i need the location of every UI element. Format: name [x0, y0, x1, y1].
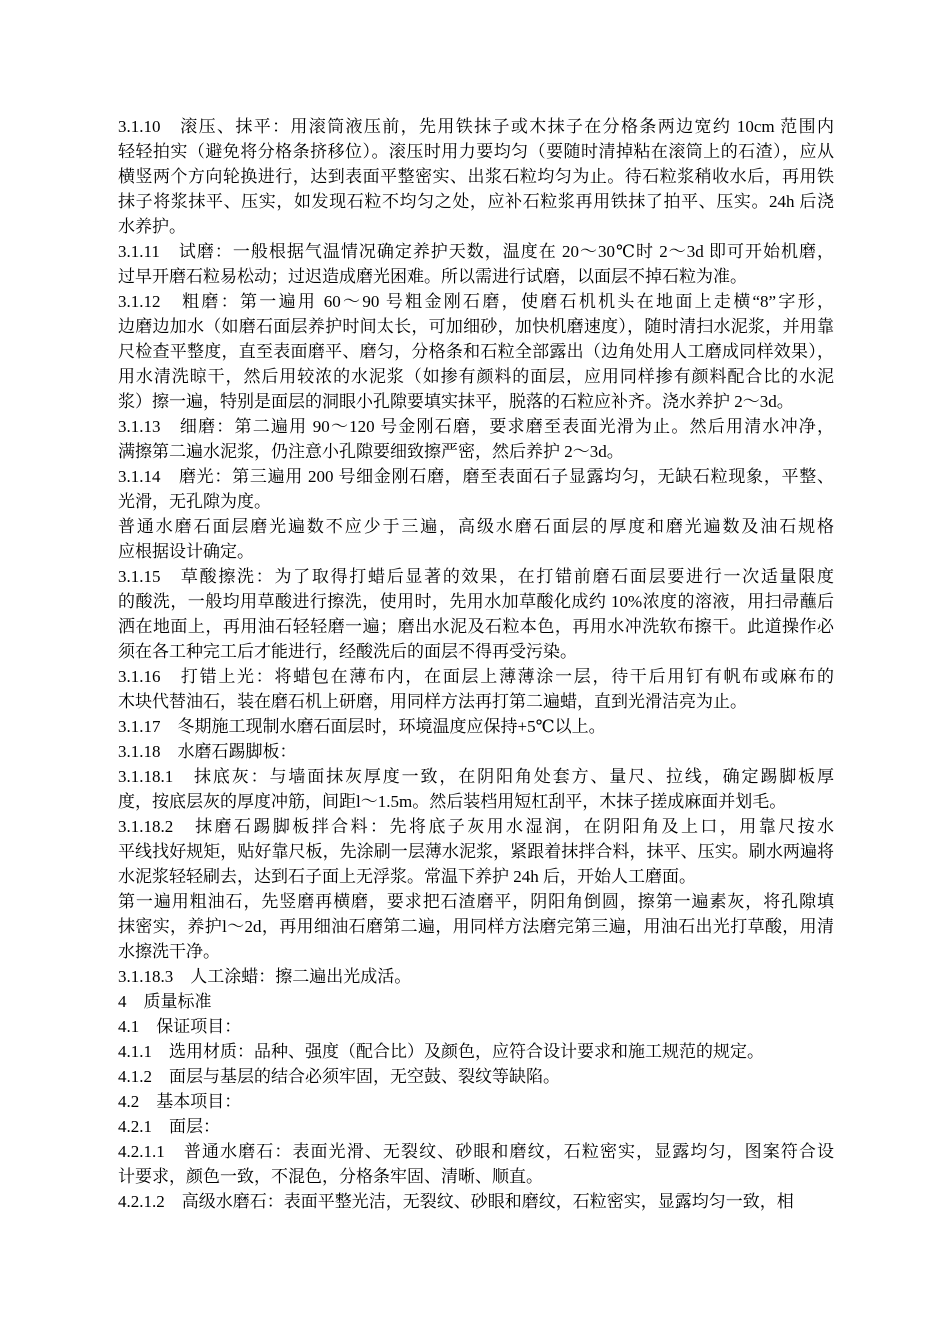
- text-line: 应根据设计确定。: [118, 542, 254, 561]
- text-line: 满擦第二遍水泥浆，仍注意小孔隙要细致擦严密，然后养护 2～3d。: [118, 442, 624, 461]
- text-line: 抹子将浆抹平、压实，如发现石粒不均匀之处，应补石粒浆再用铁抹了拍平、压实。24h 后浇: [118, 192, 834, 211]
- text-line: 3.1.16 打错上光：将蜡包在薄布内，在面层上薄薄涂一层，待干后用钉有帆布或麻布的: [118, 667, 834, 686]
- text-line: 3.1.15 草酸擦洗：为了取得打蜡后显著的效果，在打错前磨石面层要进行一次适量限度: [118, 567, 834, 586]
- text-line: 横竖两个方向轮换进行，达到表面平整密实、出浆石粒均匀为止。待石粒浆稍收水后，再用铁: [118, 167, 834, 186]
- text-line: 4.2.1.2 高级水磨石：表面平整光洁，无裂纹、砂眼和磨纹，石粒密实，显露均匀一致，相: [118, 1192, 794, 1211]
- text-line: 4.2 基本项目：: [118, 1092, 242, 1111]
- text-line: 平线找好规矩，贴好靠尺板，先涂刷一层薄水泥浆，紧跟着抹拌合料，抹平、压实。刷水两遍将: [118, 842, 834, 861]
- heading-text: 4 质量标准: [118, 992, 212, 1011]
- text-line: 计要求，颜色一致，不混色，分格条牢固、清晰、顺直。: [118, 1167, 543, 1186]
- text-line: 4.1.2 面层与基层的结合必须牢固，无空鼓、裂纹等缺陷。: [118, 1067, 560, 1086]
- text-line: 4.2.1.1 普通水磨石：表面光滑、无裂纹、砂眼和磨纹，石粒密实，显露均匀，图案符合设: [118, 1142, 834, 1161]
- text-line: 3.1.11 试磨：一般根据气温情况确定养护天数，温度在 20～30℃时 2～3d 即可开始机磨，: [118, 242, 834, 261]
- text-line: 边磨边加水（如磨石面层养护时间太长，可加细砂，加快机磨速度），随时清扫水泥浆，并用靠: [118, 317, 834, 336]
- text-line: 第一遍用粗油石，先竖磨再横磨，要求把石渣磨平，阴阳角倒圆，擦第一遍素灰，将孔隙填: [118, 892, 834, 911]
- text-line: 3.1.14 磨光：第三遍用 200 号细金刚石磨，磨至表面石子显露均匀，无缺石粒现象，平整、: [118, 467, 834, 486]
- text-line: 4.1 保证项目：: [118, 1017, 242, 1036]
- text-line: 须在各工种完工后才能进行，经酸洗后的面层不得再受污染。: [118, 642, 577, 661]
- text-line: 4.1.1 选用材质：品种、强度（配合比）及颜色，应符合设计要求和施工规范的规定。: [118, 1042, 764, 1061]
- text-line: 3.1.18.1 抹底灰：与墙面抹灰厚度一致，在阴阳角处套方、量尺、拉线，确定踢脚板厚: [118, 767, 834, 786]
- text-line: 3.1.13 细磨：第二遍用 90～120 号金刚石磨，要求磨至表面光滑为止。然后用清水冲净，: [118, 417, 834, 436]
- text-line: 普通水磨石面层磨光遍数不应少于三遍，高级水磨石面层的厚度和磨光遍数及油石规格: [118, 517, 834, 536]
- text-line: 用水清洗晾干，然后用较浓的水泥浆（如掺有颜料的面层，应用同样掺有颜料配合比的水泥: [118, 367, 834, 386]
- text-line: 抹密实，养护l～2d，再用细油石磨第二遍，用同样方法磨完第三遍，用油石出光打草酸，用清: [118, 917, 834, 936]
- document-page: [118, 114, 834, 1214]
- text-line: 水泥浆轻轻刷去，达到石子面上无浮浆。常温下养护 24h 后，开始人工磨面。: [118, 867, 696, 886]
- text-line: 浆）擦一遍，特别是面层的洞眼小孔隙要填实抹平，脱落的石粒应补齐。浇水养护 2～3d。: [118, 392, 794, 411]
- text-line: 光滑，无孔隙为度。: [118, 492, 271, 511]
- text-line: 3.1.18.2 抹磨石踢脚板拌合料：先将底子灰用水湿润，在阴阳角及上口，用靠尺按水: [118, 817, 834, 836]
- text-line: 水养护。: [118, 217, 186, 236]
- text-line: 木块代替油石，装在磨石机上研磨，用同样方法再打第二遍蜡，直到光滑洁亮为止。: [118, 692, 747, 711]
- text-line: 3.1.10 滚压、抹平：用滚筒液压前，先用铁抹子或木抹子在分格条两边宽约 10cm 范围内: [118, 117, 834, 136]
- text-line: 3.1.18.3 人工涂蜡：擦二遍出光成活。: [118, 967, 412, 986]
- text-line: 水擦洗干净。: [118, 942, 220, 961]
- text-line: 的酸洗，一般均用草酸进行擦洗，使用时，先用水加草酸化成约 10%浓度的溶液，用扫帚蘸后: [118, 592, 834, 611]
- text-line: 4.2.1 面层：: [118, 1117, 220, 1136]
- text-line: 过早开磨石粒易松动；过迟造成磨光困难。所以需进行试磨，以面层不掉石粒为准。: [118, 267, 747, 286]
- text-line: 3.1.17 冬期施工现制水磨石面层时，环境温度应保持+5℃以上。: [118, 717, 606, 736]
- text-line: 3.1.18 水磨石踢脚板：: [118, 742, 297, 761]
- text-line: 度，按底层灰的厚度冲筋，间距l～1.5m。然后装档用短杠刮平，木抹子搓成麻面并划毛。: [118, 792, 787, 811]
- text-line: 轻轻拍实（避免将分格条挤移位）。滚压时用力要均匀（要随时清掉粘在滚筒上的石渣），应从: [118, 142, 834, 161]
- text-line: 洒在地面上，再用油石轻轻磨一遍；磨出水泥及石粒本色，再用水冲洗软布擦干。此道操作必: [118, 617, 834, 636]
- text-line: 3.1.12 粗磨：第一遍用 60～90 号粗金刚石磨，使磨石机机头在地面上走横“8”字形，: [118, 292, 834, 311]
- text-line: 尺检查平整度，直至表面磨平、磨匀，分格条和石粒全部露出（边角处用人工磨成同样效果），: [118, 342, 834, 361]
